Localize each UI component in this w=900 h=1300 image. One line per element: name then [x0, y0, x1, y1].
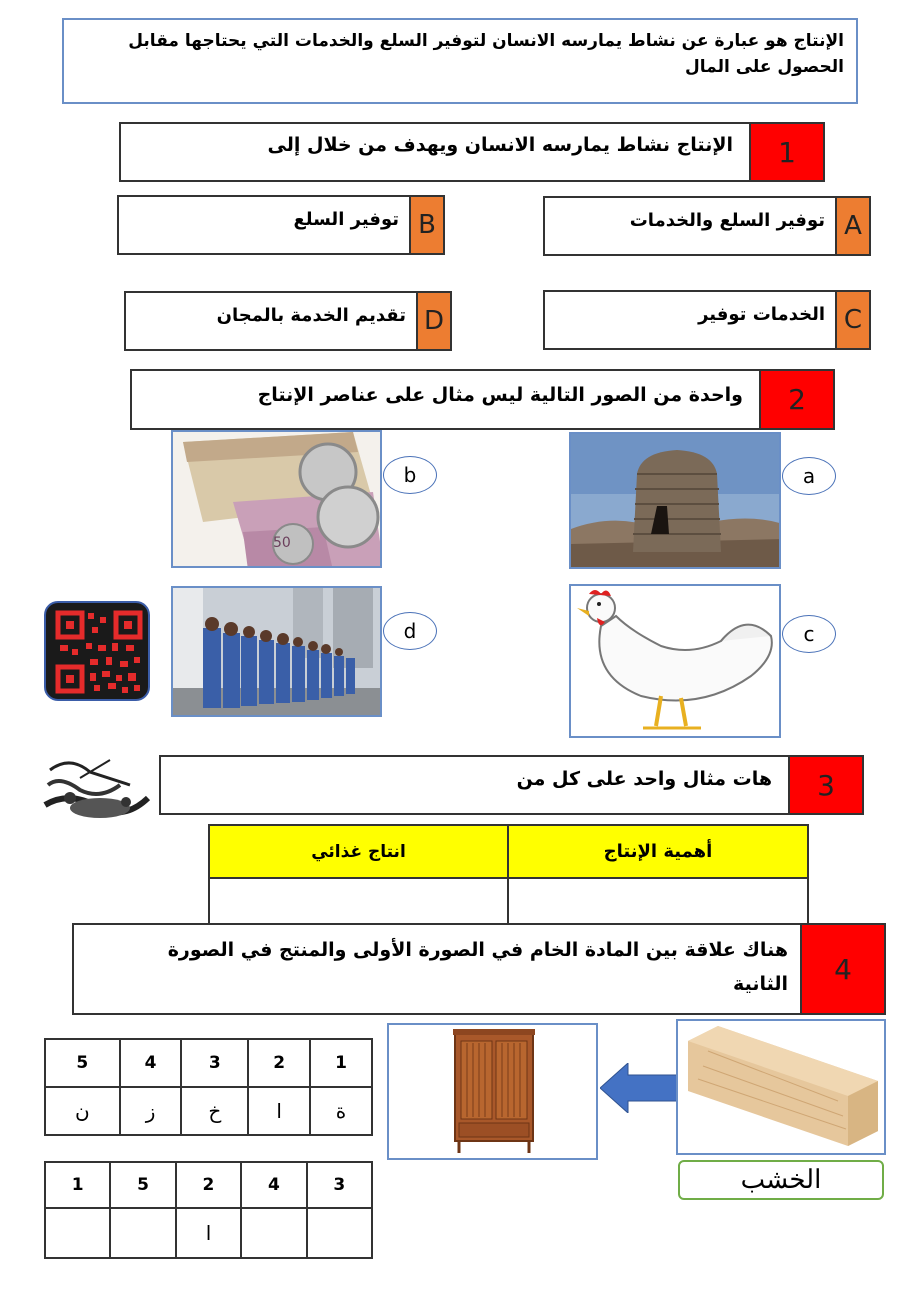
question-3-text: هات مثال واحد على كل من [516, 768, 772, 790]
question-4-number: 4 [800, 925, 884, 1013]
question-2-number: 2 [759, 371, 833, 428]
option-c-letter: C [835, 292, 869, 348]
letter-key-table [44, 1038, 373, 1136]
column-importance-production: أهمية الإنتاج [508, 825, 808, 878]
answer-letter-cell[interactable]: ا [176, 1208, 241, 1258]
option-b[interactable] [117, 195, 445, 255]
option-d-text: تقديم الخدمة بالمجان [216, 304, 406, 326]
answer-letter-cell[interactable] [45, 1208, 110, 1258]
wood-plank-image [678, 1021, 886, 1155]
image-c-chicken[interactable] [569, 584, 781, 738]
question-4-text: هناك علاقة بين المادة الخام في الصورة الأولى والمنتج في الصورة الثانية [167, 939, 788, 995]
qr-code[interactable] [44, 601, 150, 701]
image-wardrobe[interactable] [387, 1023, 598, 1160]
option-a-text: توفير السلع والخدمات [629, 209, 825, 231]
answer-cell-importance[interactable] [508, 878, 808, 926]
answer-letter-cell[interactable] [307, 1208, 372, 1258]
workers-image [173, 588, 382, 717]
answer-order-cell: 4 [241, 1162, 306, 1208]
wood-label: الخشب [740, 1165, 822, 1195]
question-1 [119, 122, 825, 182]
option-b-letter: B [409, 197, 443, 253]
arrow-left-icon [600, 1063, 678, 1113]
option-a[interactable] [543, 196, 871, 256]
image-b-money[interactable] [171, 430, 382, 568]
answer-order-cell: 1 [45, 1162, 110, 1208]
question-2 [130, 369, 835, 430]
option-c[interactable] [543, 290, 871, 350]
answer-order-cell: 3 [307, 1162, 372, 1208]
key-letter-cell: خ [181, 1087, 248, 1135]
key-letter-cell: ز [120, 1087, 182, 1135]
answer-letter-cell[interactable] [110, 1208, 175, 1258]
question-2-text: واحدة من الصور التالية ليس مثال على عناصر الإنتاج [257, 383, 743, 406]
column-food-production: انتاج غذائي [209, 825, 508, 878]
image-a-stone-tower[interactable] [569, 432, 781, 569]
label-a: a [782, 457, 836, 495]
question-3-table [208, 824, 809, 927]
image-d-workers[interactable] [171, 586, 382, 717]
answer-cell-food[interactable] [209, 878, 508, 926]
wardrobe-image [389, 1025, 598, 1160]
definition-box [62, 18, 858, 104]
key-number-cell: 4 [120, 1039, 182, 1087]
key-number-cell: 3 [181, 1039, 248, 1087]
wood-label-box [678, 1160, 884, 1200]
question-4 [72, 923, 886, 1015]
key-letter-cell: ن [45, 1087, 120, 1135]
key-number-cell: 1 [310, 1039, 372, 1087]
option-d[interactable] [124, 291, 452, 351]
question-3-number: 3 [788, 757, 862, 813]
label-c: c [782, 615, 836, 653]
chicken-image [571, 586, 781, 738]
svg-text:50: 50 [273, 535, 291, 551]
option-b-text: توفير السلع [293, 208, 399, 230]
stone-tower-image [571, 434, 781, 569]
qr-code-icon [46, 603, 150, 701]
label-d: d [383, 612, 437, 650]
question-1-number: 1 [749, 124, 823, 180]
image-wood-plank[interactable] [676, 1019, 886, 1155]
key-number-cell: 5 [45, 1039, 120, 1087]
calligraphy-icon [40, 750, 152, 828]
answer-order-cell: 5 [110, 1162, 175, 1208]
definition-text: الإنتاج هو عبارة عن نشاط يمارسه الانسان لتوفير السلع والخدمات التي يحتاجها مقابل الحصول على المال [128, 31, 844, 77]
key-letter-cell: ة [310, 1087, 372, 1135]
answer-letter-cell[interactable] [241, 1208, 306, 1258]
key-letter-cell: ا [248, 1087, 310, 1135]
calligraphy-ornament [40, 750, 152, 828]
option-c-text: الخدمات توفير [698, 303, 825, 325]
question-3 [159, 755, 864, 815]
option-a-letter: A [835, 198, 869, 254]
key-number-cell: 2 [248, 1039, 310, 1087]
answer-order-cell: 2 [176, 1162, 241, 1208]
label-b: b [383, 456, 437, 494]
option-d-letter: D [416, 293, 450, 349]
money-image [173, 432, 382, 568]
question-1-text: الإنتاج نشاط يمارسه الانسان ويهدف من خلال إلى [267, 134, 733, 156]
answer-table [44, 1161, 373, 1259]
